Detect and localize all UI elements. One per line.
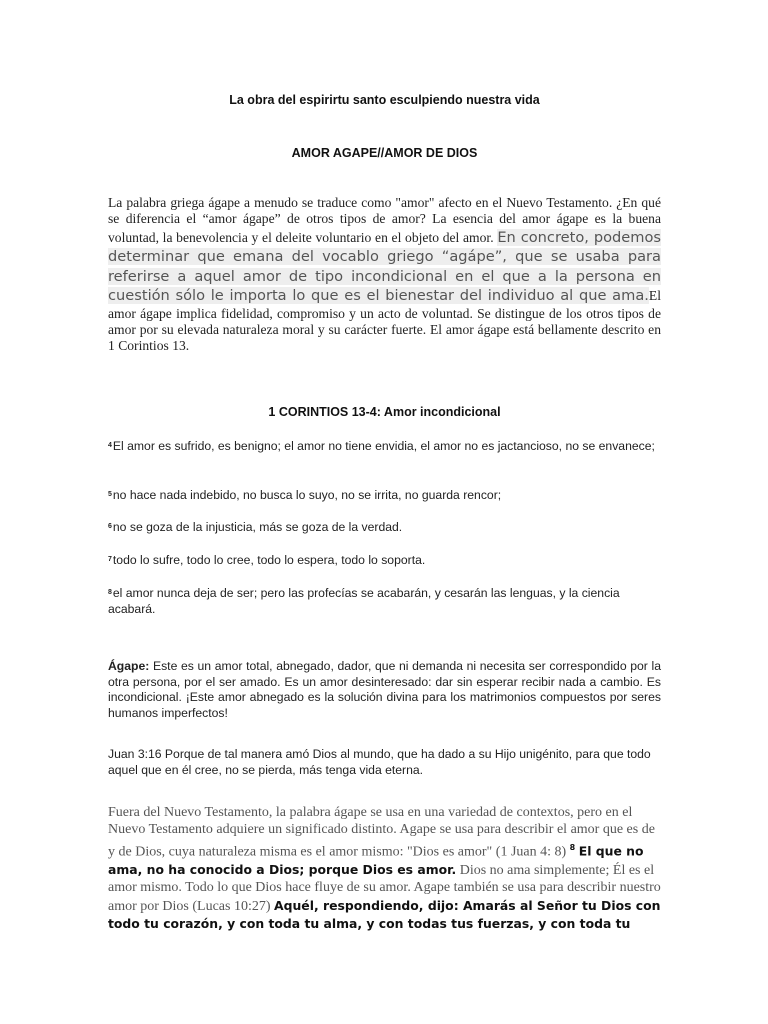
agape-definition — [108, 659, 661, 721]
verse-number: 5 — [108, 491, 112, 498]
verse-number: 7 — [108, 556, 112, 563]
final-verse-number: 8 — [569, 842, 576, 852]
juan-3-16: Juan 3:16 Porque de tal manera amó Dios al mundo, que ha dado a su Hijo unigénito, para que todo aquel que en él cree, no se pierda, más tenga vida eterna. — [108, 747, 651, 777]
verse-number: 4 — [108, 442, 112, 449]
verse-text: El amor es sufrido, es benigno; el amor no tiene envidia, el amor no es jactancioso, no se envanece; — [112, 439, 655, 453]
intro-highlight: En concreto, podemos determinar que emana del vocablo griego “agápe”, que se usaba para referirse a aquel amor de tipo incondicional en el que a la persona en cuestión sólo le importa lo que es el bienestar del individuo al que ama. — [108, 228, 662, 305]
verse-4 — [108, 439, 661, 455]
final-bold-2: Aquél, respondiendo, dijo: Amarás al Señor tu Dios con todo tu corazón, y con toda tu alma, y con todas tus fuerzas, y con toda tu — [108, 897, 661, 932]
intro-text-1: La palabra griega ágape a menudo se traduce como "amor" afecto en el Nuevo Testamento. ¿En qué se diferencia el “amor ágape” de otros tipos de amor? La esencia del amor ágape es la buena voluntad, la benevolencia y el deleite voluntario en el objeto del amor. — [108, 195, 661, 245]
verses-heading: 1 CORINTIOS 13-4: Amor incondicional — [268, 405, 501, 419]
intro-text-2: El amor ágape implica fidelidad, compromiso y un acto de voluntad. Se distingue de los otros tipos de amor por su elevada naturaleza moral y su carácter fuerte. El amor ágape está bellamente descrito en 1 Corintios 13. — [108, 288, 661, 354]
verse-6 — [108, 520, 661, 536]
verse-text: todo lo sufre, todo lo cree, todo lo espera, todo lo soporta. — [112, 553, 426, 567]
intro-paragraph — [108, 195, 661, 354]
verse-8 — [108, 586, 661, 617]
verse-5 — [108, 488, 661, 504]
document-title: La obra del espirirtu santo esculpiendo nuestra vida — [229, 93, 540, 107]
section-heading: AMOR AGAPE//AMOR DE DIOS — [291, 146, 478, 160]
verse-number: 6 — [108, 523, 112, 530]
final-text-2: Dios no ama simplemente; Él es el amor mismo. Todo lo que Dios hace fluye de su amor. Agape también se usa para describir nuestro amor por Dios (Lucas 10:27) — [108, 862, 661, 914]
verse-text: no se goza de la injusticia, más se goza de la verdad. — [112, 520, 403, 534]
agape-text: Este es un amor total, abnegado, dador, que ni demanda ni necesita ser correspondido por la otra persona, por el ser amado. Es un amor desinteresado: dar sin esperar recibir nada a cambio. Es incondicional. ¡Este amor abnegado es la solución divina para los matrimonios compuestos por seres humanos imperfectos! — [108, 659, 661, 720]
final-paragraph — [108, 804, 661, 934]
verse-7 — [108, 553, 661, 569]
agape-term: Ágape: — [108, 659, 150, 673]
final-text-1: Fuera del Nuevo Testamento, la palabra ágape se usa en una variedad de contextos, pero en el Nuevo Testamento adquiere un significado distinto. Agape se usa para describir el amor que es de y de Dios, cuya naturaleza misma es el amor mismo: "Dios es amor" (1 Juan 4: 8) — [108, 805, 655, 860]
verse-number: 8 — [108, 589, 112, 596]
verse-text: no hace nada indebido, no busca lo suyo, no se irrita, no guarda rencor; — [112, 488, 502, 502]
final-bold-1: El que no ama, no ha conocido a Dios; porque Dios es amor. — [108, 843, 644, 877]
verse-text: el amor nunca deja de ser; pero las profecías se acabarán, y cesarán las lenguas, y la ciencia acabará. — [108, 586, 620, 616]
